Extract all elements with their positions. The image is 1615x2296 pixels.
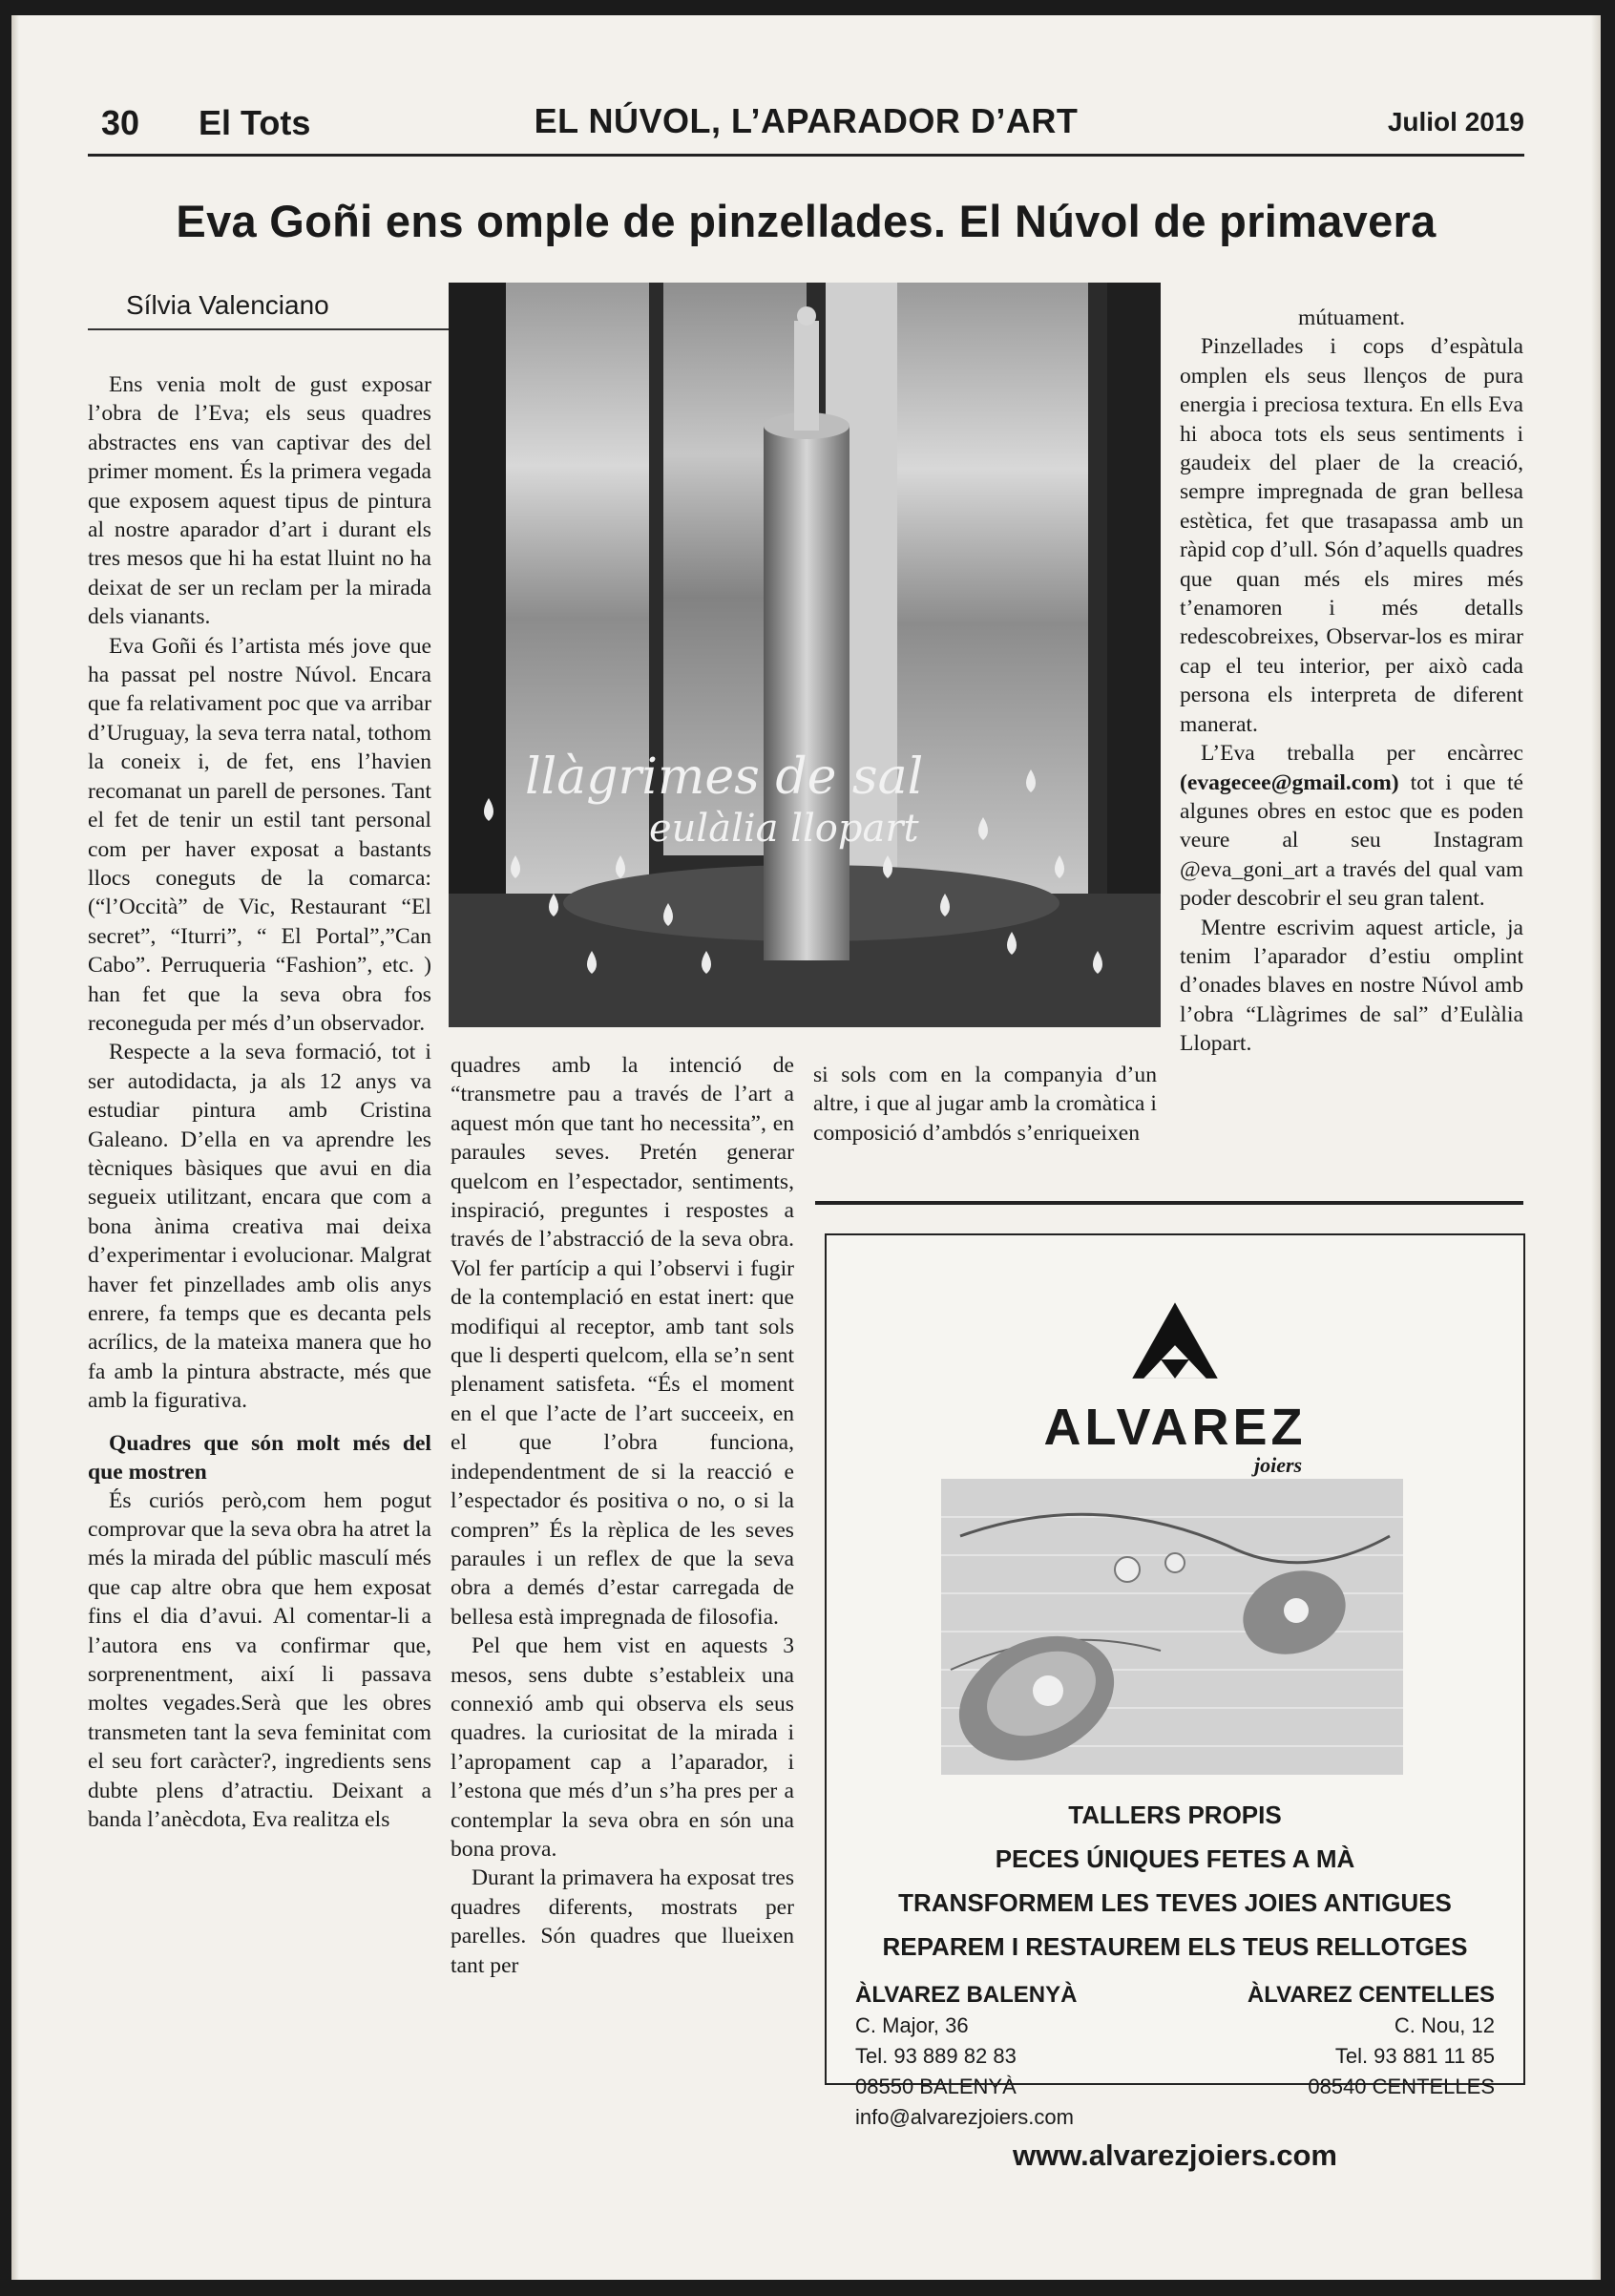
article-column-2: [451, 1051, 794, 1980]
paragraph: És curiós però,com hem pogut comprovar que la seva obra ha atret la més la mirada del públic masculí més que cap altre obra que hem exposat fins el dia d’avui. Al comentar-li a l’autora ens va confirmar que, sorprenentment, així li passava moltes vegades.Serà que les obres transmeten tant la seva feminitat com el seu fort caràcter?, ingredients sens dubte plens d’atractiu. Deixant a banda l’anècdota, Eva realitza els: [88, 1487, 431, 1833]
article-byline: Sílvia Valenciano: [88, 290, 451, 330]
page-number: 30: [101, 103, 140, 142]
store-name: ÀLVAREZ CENTELLES: [1247, 1982, 1495, 2008]
store-phone: Tel. 93 889 82 83: [855, 2044, 1017, 2068]
article-column-3: [813, 1061, 1157, 1148]
issue-date: Juliol 2019: [1387, 107, 1524, 137]
page-right-shadow: [1591, 15, 1601, 2280]
ad-brand-name: ALVAREZ: [1043, 1399, 1307, 1456]
ad-website[interactable]: www.alvarezjoiers.com: [1012, 2138, 1337, 2172]
newspaper-page: [11, 15, 1601, 2280]
jewellery-photo: [941, 1479, 1403, 1775]
jewellery-illustration: [941, 1479, 1403, 1775]
paragraph-text: L’Eva treballa per encàrrec: [1201, 741, 1523, 767]
paragraph: quadres amb la intenció de “transmetre pau a través de l’art a aquest món que tant ho necessita”, en paraules seves. Pretén generar quelcom en l’espectador, sentiments, inspiració, preguntes i respostes a través de l’abstracció de la seva obra. Vol fer partícip a qui l’observi i fugir de la contemplació en estat inert: que modifiqui al receptor, amb tant sols que li desperti quelcom, ella se’n sent plenament satisfeta. “És el moment en el que l’acte de l’art succeeix, en el que l’obra funciona, independentment de si la reacció e l’espectador és positiva o no, o si la compren” És la rèplica de les seves paraules i un reflex de que la seva obra a demés d’estar carregada de bellesa està impregnada de filosofia.: [451, 1053, 794, 1630]
section-name: El Tots: [199, 103, 311, 142]
ad-brand-subtitle: joiers: [1254, 1453, 1303, 1477]
paragraph: Pel que hem vist en aquests 3 mesos, sens dubte s’estableix una connexió amb qui observa els seus quadres. la curiositat de la mirada i l’apropament cap a l’aparador, i l’estona que més d’un s’ha pres per a contemplar la seva obra en són una bona prova.: [451, 1633, 794, 1862]
paragraph: Respecte a la seva formació, tot i ser autodidacta, ja als 12 anys va estudiar pintura amb Cristina Galeano. D’ella en va aprendre les tècniques bàsiques que avui en dia segueix utilitzant, encara que com a bona ànima creativa mai deixa d’experimentar i evolucionar. Malgrat haver fet pinzellades amb olis anys enrere, fa temps que es decanta pels acrílics, de la mateixa manera que ho fa amb la pintura abstracte, més que amb la figurativa.: [88, 1040, 431, 1414]
article-column-4: [1180, 304, 1523, 1059]
paragraph: Ens venia molt de gust exposar l’obra de l’Eva; els seus quadres abstractes ens van captivar des del primer moment. És la primera vegada que exposem aquest tipus de pintura al nostre aparador d’art i durant els tres mesos que hi ha estat lluint no ha deixat de ser un reclam per la mirada dels vianants.: [88, 372, 431, 630]
paragraph: Pinzellades i cops d’espàtula omplen els seus llenços de pura energia i preciosa textura. En ells Eva hi aboca tots els seus sentiments i gaudeix del plaer de la creació, sempre impregnada de gran bellesa estètica, fet que trasapassa amb un ràpid cop d’ull. Són d’aquells quadres que quan més els mires més t’enamoren i més detalls redescobreixes, Observar-los es mirar cap el teu interior, per això cada persona els interpreta de diferent manerat.: [1180, 334, 1523, 737]
store-city: 08540 CENTELLES: [1308, 2075, 1495, 2098]
page-header: [88, 90, 1524, 157]
paragraph: Mentre escrivim aquest article, ja tenim l’aparador d’estiu omplint d’onades blaves en nostre Núvol amb l’obra “Llàgrimes de sal” d’Eulàlia Llopart.: [1180, 915, 1523, 1057]
ad-tagline-3: TRANSFORMEM LES TEVES JOIES ANTIGUES: [898, 1888, 1452, 1917]
article-subheading: Quadres que són molt més del que mostren: [88, 1430, 431, 1485]
store-street: C. Nou, 12: [1394, 2013, 1495, 2037]
store-street: C. Major, 36: [855, 2013, 969, 2037]
store-email[interactable]: info@alvarezjoiers.com: [855, 2105, 1074, 2129]
ad-tagline-2: PECES ÚNIQUES FETES A MÀ: [995, 1844, 1355, 1873]
store-city: 08550 BALENYÀ: [855, 2075, 1017, 2098]
artwork-photo: [449, 283, 1161, 1027]
page-edge-shadow: [11, 15, 19, 2280]
ad-tagline-4: REPAREM I RESTAUREM ELS TEUS RELLOTGES: [882, 1932, 1468, 1961]
photo-caption-title: llàgrimes de sal: [525, 748, 924, 806]
header-title: EL NÚVOL, L’APARADOR D’ART: [534, 101, 1079, 140]
paragraph: [1180, 739, 1523, 913]
shop-window-illustration: [449, 283, 1161, 1027]
paragraph: si sols com en la companyia d’un altre, i que al jugar amb la cromàtica i composició d’ambdós s’enriqueixen: [813, 1063, 1157, 1146]
jeweller-advertisement: [825, 1233, 1525, 2172]
artist-email: (evagecee@gmail.com): [1180, 769, 1399, 795]
store-phone: Tel. 93 881 11 85: [1334, 2044, 1495, 2068]
ad-divider: [815, 1201, 1523, 1205]
paragraph: Durant la primavera ha exposat tres quadres diferents, mostrats per parelles. Són quadres que llueixen tant per: [451, 1865, 794, 1978]
photo-caption-artist: eulàlia llopart: [649, 807, 919, 851]
paragraph-text: tot i que té algunes obres en estoc que es poden veure al seu Instagram @eva_goni_art a través del qual vam poder descobrir el seu gran talent.: [1180, 769, 1523, 912]
article-column-1: [88, 370, 431, 1835]
article-headline: Eva Goñi ens omple de pinzellades. El Núvol de primavera: [176, 196, 1437, 246]
paragraph: mútuament.: [1297, 305, 1406, 330]
ad-address-centelles: [1248, 1980, 1495, 2102]
ad-address-balenya: [855, 1980, 1077, 2133]
ad-tagline-1: TALLERS PROPIS: [1068, 1801, 1282, 1829]
paragraph: Eva Goñi és l’artista més jove que ha passat pel nostre Núvol. Encara que fa relativament poc que va arribar d’Uruguay, la seva terra natal, tothom la coneix i, de fet, ens l’havien recomanat un parell de persones. Tant el fet de tenir un estil tant personal com per haver exposat a bastants llocs coneguts de la comarca: (“l’Occità” de Vic, Restaurant “El secret”, “Iturri”, “ El Portal”,”Can Cabo”. Perruqueria “Fashion”, etc. ) han fet que la seva obra fos reconeguda per més d’un observador.: [88, 633, 431, 1036]
store-name: ÀLVAREZ BALENYÀ: [855, 1982, 1078, 2008]
